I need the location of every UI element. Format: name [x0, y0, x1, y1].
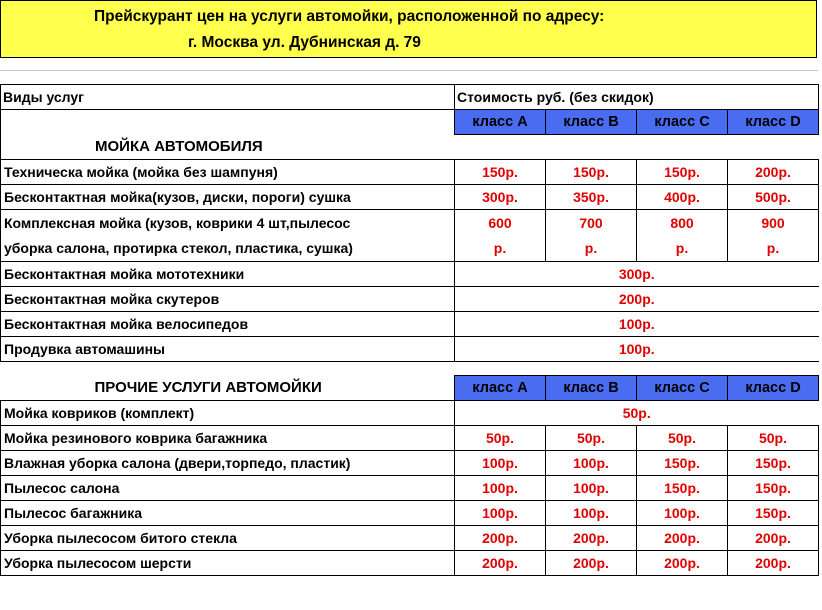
price-class-d: 50р.: [728, 426, 819, 451]
section-title-row: [1, 135, 819, 160]
price-class-c: 200р.: [637, 551, 728, 576]
title-line-1: Прейскурант цен на услуги автомойки, расположенной по адресу:: [94, 8, 605, 25]
grid-line: [0, 70, 818, 71]
price-class-d: 200р.: [728, 526, 819, 551]
service-name: Мойка резинового коврика багажника: [1, 426, 455, 451]
table-row: [1, 312, 819, 337]
price-all-classes: 200р.: [455, 287, 819, 312]
price-all-classes: 50р.: [455, 401, 819, 426]
table-row: [1, 337, 819, 362]
table-row: [1, 476, 819, 501]
service-name: Пылесос багажника: [1, 501, 455, 526]
service-name: Бесконтактная мойка скутеров: [1, 287, 455, 312]
price-table: [0, 84, 819, 576]
price-class-b: 50р.: [546, 426, 637, 451]
service-name-line-2: уборка салона, протирка стекол, пластика, сушка): [4, 239, 353, 256]
title-line-2: г. Москва ул. Дубнинская д. 79: [188, 34, 421, 51]
service-name-line-1: Комплексная мойка (кузов, коврики 4 шт,пылесос: [4, 214, 351, 231]
price-unit: р.: [675, 239, 689, 256]
price-class-c: 50р.: [637, 426, 728, 451]
price-value: 900: [761, 214, 785, 231]
price-unit: р.: [493, 239, 507, 256]
services-column-header: Виды услуг: [1, 85, 455, 110]
price-all-classes: 100р.: [455, 337, 819, 362]
price-class-c: [637, 210, 728, 262]
price-class-c: 150р.: [637, 476, 728, 501]
price-class-d: 500р.: [728, 185, 819, 210]
section-title-wash: МОЙКА АВТОМОБИЛЯ: [1, 135, 455, 160]
price-class-c: 200р.: [637, 526, 728, 551]
price-class-a: 200р.: [455, 551, 546, 576]
price-class-a: 50р.: [455, 426, 546, 451]
class-d-header: класс D: [728, 110, 819, 135]
table-row: [1, 210, 819, 262]
price-class-d: 150р.: [728, 451, 819, 476]
price-class-b: 350р.: [546, 185, 637, 210]
class-a-header: класс A: [455, 376, 546, 401]
price-class-a: 300р.: [455, 185, 546, 210]
price-unit: р.: [766, 239, 780, 256]
price-class-c: 150р.: [637, 451, 728, 476]
price-column-header: Стоимость руб. (без скидок): [455, 85, 819, 110]
table-row: [1, 287, 819, 312]
price-class-a: [455, 210, 546, 262]
service-name: Техническа мойка (мойка без шампуня): [1, 160, 455, 185]
columns-header-row: [1, 85, 819, 110]
service-name: Уборка пылесосом битого стекла: [1, 526, 455, 551]
service-name: Влажная уборка салона (двери,торпедо, пластик): [1, 451, 455, 476]
price-class-d: 150р.: [728, 501, 819, 526]
table-row: [1, 426, 819, 451]
price-all-classes: 100р.: [455, 312, 819, 337]
price-class-a: 100р.: [455, 451, 546, 476]
service-name: Мойка ковриков (комплект): [1, 401, 455, 426]
price-class-b: 100р.: [546, 501, 637, 526]
service-name: Бесконтактная мойка мототехники: [1, 262, 455, 287]
price-value: 800: [670, 214, 694, 231]
service-name: Уборка пылесосом шерсти: [1, 551, 455, 576]
price-class-c: 150р.: [637, 160, 728, 185]
price-class-a: 100р.: [455, 476, 546, 501]
class-b-header: класс B: [546, 376, 637, 401]
table-row: [1, 262, 819, 287]
class-c-header: класс C: [637, 110, 728, 135]
price-value: 600: [488, 214, 512, 231]
section-title-other: ПРОЧИЕ УСЛУГИ АВТОМОЙКИ: [94, 379, 322, 397]
price-class-d: 200р.: [728, 160, 819, 185]
price-class-b: 150р.: [546, 160, 637, 185]
price-class-d: 200р.: [728, 551, 819, 576]
class-b-header: класс B: [546, 110, 637, 135]
price-class-a: 150р.: [455, 160, 546, 185]
class-header-row: [1, 110, 819, 135]
price-class-b: 200р.: [546, 551, 637, 576]
price-class-d: 150р.: [728, 476, 819, 501]
table-row: [1, 185, 819, 210]
table-row: [1, 451, 819, 476]
price-value: 700: [579, 214, 603, 231]
table-row: [1, 160, 819, 185]
class-a-header: класс A: [455, 110, 546, 135]
price-class-a: 100р.: [455, 501, 546, 526]
service-name: Продувка автомашины: [1, 337, 455, 362]
section-title-row: [1, 376, 819, 401]
price-class-d: [728, 210, 819, 262]
service-name: Бесконтактная мойка велосипедов: [1, 312, 455, 337]
price-class-b: 100р.: [546, 451, 637, 476]
class-d-header: класс D: [728, 376, 819, 401]
price-class-c: 100р.: [637, 501, 728, 526]
class-c-header: класс C: [637, 376, 728, 401]
title-banner: [0, 0, 817, 58]
price-class-c: 400р.: [637, 185, 728, 210]
price-class-b: 100р.: [546, 476, 637, 501]
service-name: Бесконтактная мойка(кузов, диски, пороги) сушка: [1, 185, 455, 210]
table-row: [1, 401, 819, 426]
table-row: [1, 526, 819, 551]
price-unit: р.: [584, 239, 598, 256]
service-name: Пылесос салона: [1, 476, 455, 501]
table-row: [1, 551, 819, 576]
price-all-classes: 300р.: [455, 262, 819, 287]
table-row: [1, 501, 819, 526]
price-class-b: [546, 210, 637, 262]
price-class-b: 200р.: [546, 526, 637, 551]
price-class-a: 200р.: [455, 526, 546, 551]
service-name: [1, 210, 455, 262]
